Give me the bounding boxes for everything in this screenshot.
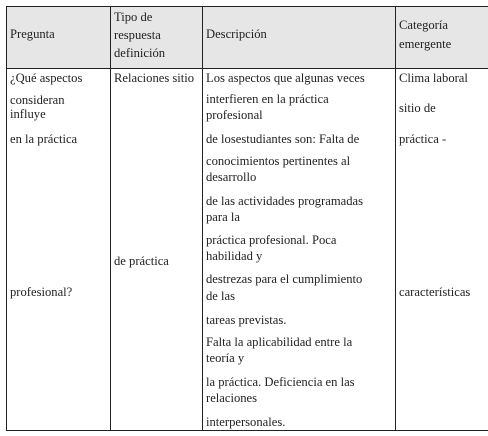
descripcion-line-5: conocimientos pertinentes al bbox=[206, 154, 351, 168]
tipo-line-2: de práctica bbox=[114, 254, 169, 268]
descripcion-line-15: teoría y bbox=[206, 351, 245, 365]
descripcion-line-1: Los aspectos que algunas veces bbox=[206, 71, 365, 85]
categoria-line-2: sitio de bbox=[399, 101, 436, 115]
descripcion-line-10: habilidad y bbox=[206, 249, 263, 263]
header-descripcion: Descripción bbox=[206, 27, 267, 41]
descripcion-line-8: para la bbox=[206, 210, 240, 224]
header-pregunta: Pregunta bbox=[10, 27, 55, 41]
descripcion-line-9: práctica profesional. Poca bbox=[206, 233, 337, 247]
pregunta-line-2: consideran bbox=[10, 93, 65, 107]
descripcion-line-13: tareas previstas. bbox=[206, 313, 287, 327]
header-tipo-line2: respuesta bbox=[114, 28, 161, 42]
categoria-line-4: características bbox=[399, 285, 471, 299]
header-bottom-border bbox=[6, 68, 488, 69]
categoria-line-1: Clima laboral bbox=[399, 71, 468, 85]
column-divider-2 bbox=[202, 6, 203, 431]
table-left-border bbox=[6, 6, 7, 431]
descripcion-line-14: Falta la aplicabilidad entre la bbox=[206, 335, 353, 349]
pregunta-line-5: profesional? bbox=[10, 285, 73, 299]
header-tipo-line3: definición bbox=[114, 46, 166, 60]
descripcion-line-12: de las bbox=[206, 289, 236, 303]
descripcion-line-2: interfieren en la práctica bbox=[206, 92, 329, 106]
column-divider-3 bbox=[395, 6, 396, 431]
data-table bbox=[4, 4, 488, 432]
descripcion-line-6: desarrollo bbox=[206, 170, 257, 184]
pregunta-line-4: en la práctica bbox=[10, 132, 78, 146]
table-bottom-border bbox=[6, 430, 488, 431]
header-tipo-line1: Tipo de bbox=[114, 10, 153, 24]
descripcion-line-4: de losestudiantes son: Falta de bbox=[206, 132, 360, 146]
descripcion-line-18: interpersonales. bbox=[206, 415, 286, 429]
descripcion-line-7: de las actividades programadas bbox=[206, 194, 364, 208]
pregunta-line-3: influye bbox=[10, 107, 46, 121]
pregunta-line-1: ¿Qué aspectos bbox=[10, 71, 83, 85]
column-divider-1 bbox=[110, 6, 111, 431]
categoria-line-3: práctica - bbox=[399, 132, 447, 146]
header-categoria-line1: Categoría bbox=[399, 18, 448, 32]
descripcion-line-11: destrezas para el cumplimiento bbox=[206, 272, 363, 286]
header-categoria-line2: emergente bbox=[399, 37, 452, 51]
table-top-border bbox=[6, 6, 488, 7]
descripcion-line-16: la práctica. Deficiencia en las bbox=[206, 375, 355, 389]
tipo-line-1: Relaciones sitio bbox=[114, 71, 195, 85]
descripcion-line-3: profesional bbox=[206, 108, 263, 122]
descripcion-line-17: relaciones bbox=[206, 391, 258, 405]
